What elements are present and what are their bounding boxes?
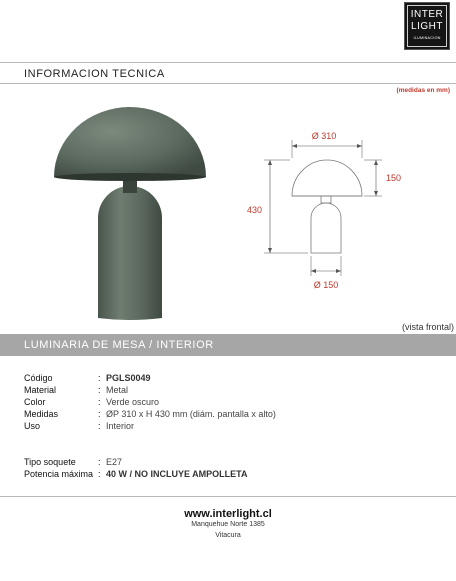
spec-label: Uso (24, 421, 41, 431)
technical-drawing (240, 118, 440, 298)
dim-width-top: Ø 310 (311, 131, 337, 141)
spec-colon: : (98, 421, 101, 431)
spec-colon: : (98, 469, 101, 479)
spec-value: Interior (106, 421, 135, 431)
spec-value: ØP 310 x H 430 mm (diám. pantalla x alto) (106, 409, 276, 419)
spec-colon: : (98, 385, 101, 395)
lamp-shade-rim (54, 173, 206, 181)
spec-label: Medidas (24, 409, 59, 419)
spec-label: Potencia máxima (24, 469, 94, 479)
footer-url[interactable]: www.interlight.cl (184, 508, 272, 520)
lamp-base (98, 186, 162, 320)
view-label: (vista frontal) (401, 322, 454, 332)
header-bottom-rule (0, 83, 456, 84)
dim-height-shade: 150 (386, 173, 402, 183)
spec-colon: : (98, 397, 101, 407)
lamp-shade (54, 107, 206, 177)
dim-width-base: Ø 150 (313, 280, 339, 290)
footer-address-line-2: Vitacura (215, 532, 241, 539)
header-top-rule (0, 62, 456, 63)
spec-value: PGLS0049 (106, 373, 151, 383)
footer-address-line-1: Manquehue Norte 1385 (191, 521, 265, 528)
spec-value: E27 (106, 457, 123, 467)
spec-value: Verde oscuro (106, 397, 160, 407)
spec-colon: : (98, 373, 101, 383)
drawing-shade (292, 160, 362, 196)
spec-label: Material (24, 385, 57, 395)
spec-label: Código (24, 373, 53, 383)
units-note: (medidas en mm) (396, 87, 450, 94)
spec-value: 40 W / NO INCLUYE AMPOLLETA (106, 469, 248, 479)
spec-value: Metal (106, 385, 129, 395)
category-title: LUMINARIA DE MESA / INTERIOR (24, 339, 214, 351)
logo-line-3: ILUMINACION (413, 36, 441, 40)
drawing-base (311, 203, 341, 253)
product-photo (40, 100, 220, 322)
drawing-neck (321, 196, 331, 203)
spec-colon: : (98, 409, 101, 419)
footer-rule (0, 496, 456, 497)
logo-line-1: INTER (410, 9, 444, 20)
category-banner (0, 334, 456, 356)
spec-label: Color (24, 397, 46, 407)
logo-line-2: LIGHT (411, 21, 443, 32)
dim-height-total: 430 (247, 205, 263, 215)
section-title: INFORMACION TECNICA (24, 68, 165, 80)
brand-logo (404, 2, 450, 50)
spec-colon: : (98, 457, 101, 467)
spec-label: Tipo soquete (24, 457, 76, 467)
